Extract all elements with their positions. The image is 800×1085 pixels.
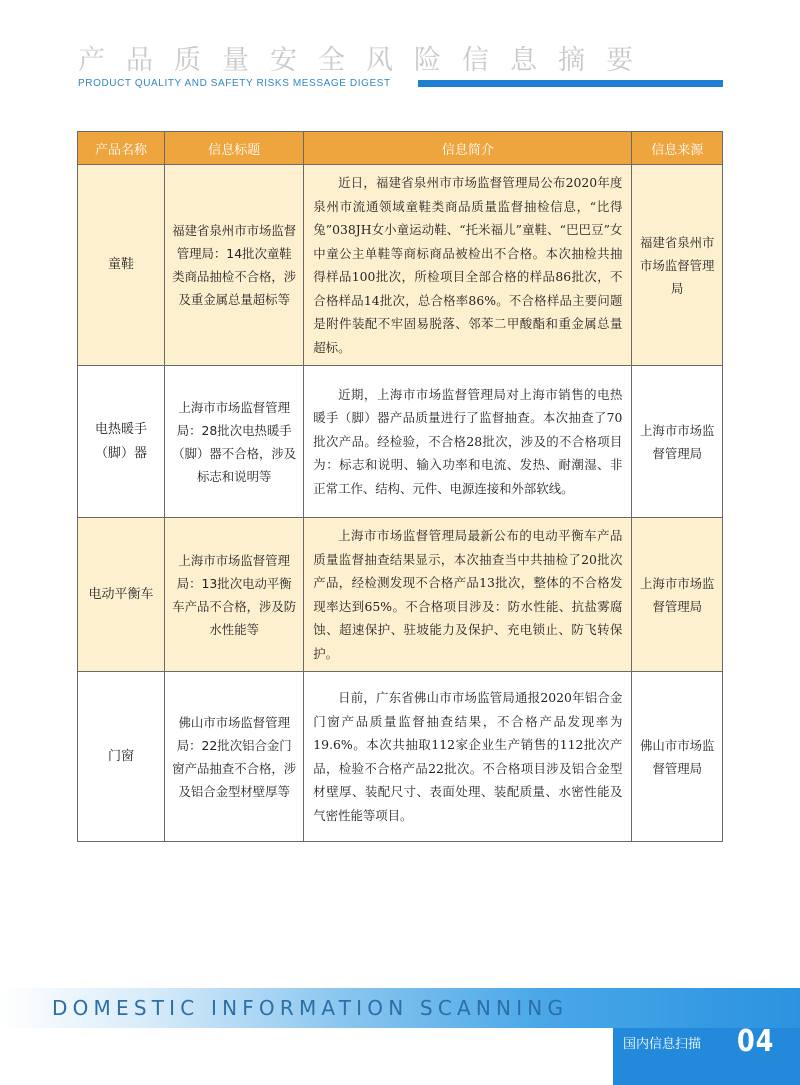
- table-row: [78, 366, 723, 518]
- product-name-cell: 电动平衡车: [78, 518, 165, 672]
- footer-section-title-en: DOMESTIC INFORMATION SCANNING: [52, 996, 569, 1020]
- product-name-cell: 童鞋: [78, 165, 165, 366]
- col-header-info-source: 信息来源: [632, 132, 723, 165]
- page-header-title-en: PRODUCT QUALITY AND SAFETY RISKS MESSAGE DIGEST: [78, 78, 391, 89]
- table-row: [78, 518, 723, 672]
- info-source-cell: 上海市市场监督管理局: [632, 366, 723, 518]
- info-brief-cell: 近日，福建省泉州市市场监督管理局公布2020年度泉州市流通领域童鞋类商品质量监督抽检信息，“比得兔”038JH女小童运动鞋、“托米福儿”童鞋、“巴巴豆”女中童公主单鞋等商标商品被检出不合格。本次抽检共抽得样品100批次，所检项目全部合格的样品86批次，不合格样品14批次，总合格率86%。不合格样品主要问题是附件装配不牢固易脱落、邻苯二甲酸酯和重金属总量超标。: [304, 165, 632, 366]
- info-source-cell: 佛山市市场监督管理局: [632, 672, 723, 842]
- col-header-info-title: 信息标题: [165, 132, 304, 165]
- info-source-cell: 福建省泉州市市场监督管理局: [632, 165, 723, 366]
- info-brief-cell: 近期，上海市市场监督管理局对上海市销售的电热暖手（脚）器产品质量进行了监督抽查。本次抽查了70批次产品。经检验，不合格28批次，涉及的不合格项目为：标志和说明、输入功率和电流、发热、耐潮湿、非正常工作、结构、元件、电源连接和外部软线。: [304, 366, 632, 518]
- info-source-cell: 上海市市场监督管理局: [632, 518, 723, 672]
- info-brief-cell: 日前，广东省佛山市市场监管局通报2020年铝合金门窗产品质量监督抽查结果，不合格产品发现率为19.6%。本次共抽取112家企业生产销售的112批次产品，检验不合格产品22批次。不合格项目涉及铝合金型材壁厚、装配尺寸、表面处理、装配质量、水密性能及气密性能等项目。: [304, 672, 632, 842]
- page-footer: [0, 988, 800, 1085]
- table-row: [78, 165, 723, 366]
- info-brief-cell: 上海市市场监督管理局最新公布的电动平衡车产品质量监督抽查结果显示，本次抽查当中共抽检了20批次产品，经检测发现不合格产品13批次，整体的不合格发现率达到65%。不合格项目涉及：防水性能、抗盐雾腐蚀、超速保护、驻坡能力及保护、充电锁止、防飞转保护。: [304, 518, 632, 672]
- product-name-cell: 门窗: [78, 672, 165, 842]
- col-header-product-name: 产品名称: [78, 132, 165, 165]
- table-row: [78, 672, 723, 842]
- page-number: 04: [737, 1024, 775, 1059]
- table-header-row: [78, 132, 723, 165]
- info-title-cell: 上海市市场监督管理局：28批次电热暖手（脚）器不合格，涉及标志和说明等: [165, 366, 304, 518]
- header-accent-bar: [418, 80, 723, 87]
- col-header-info-brief: 信息简介: [304, 132, 632, 165]
- info-table: [77, 131, 723, 842]
- footer-section-title-cn: 国内信息扫描: [623, 1037, 702, 1052]
- info-title-cell: 上海市市场监督管理局：13批次电动平衡车产品不合格，涉及防水性能等: [165, 518, 304, 672]
- product-name-cell: 电热暖手（脚）器: [78, 366, 165, 518]
- info-title-cell: 福建省泉州市市场监督管理局：14批次童鞋类商品抽检不合格，涉及重金属总量超标等: [165, 165, 304, 366]
- page-header-title-cn: 产品质量安全风险信息摘要: [78, 45, 654, 76]
- info-title-cell: 佛山市市场监督管理局：22批次铝合金门窗产品抽查不合格，涉及铝合金型材壁厚等: [165, 672, 304, 842]
